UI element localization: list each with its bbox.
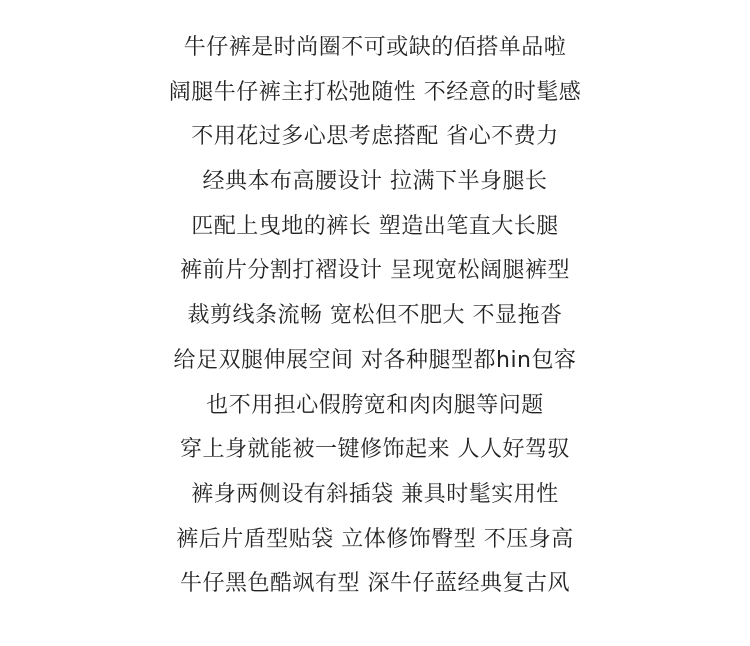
description-line: 经典本布高腰设计 拉满下半身腿长 [202,169,548,195]
description-line: 给足双腿伸展空间 对各种腿型都hin包容 [173,347,577,373]
description-line: 牛仔黑色酷飒有型 深牛仔蓝经典复古风 [180,571,570,597]
description-line: 裤后片盾型贴袋 立体修饰臀型 不压身高 [176,526,574,552]
description-line: 也不用担心假胯宽和肉肉腿等问题 [206,392,544,418]
description-line: 裤身两侧设有斜插袋 兼具时髦实用性 [191,481,559,507]
description-line: 不用花过多心思考虑搭配 省心不费力 [191,124,559,150]
description-line: 阔腿牛仔裤主打松弛随性 不经意的时髦感 [168,79,582,105]
description-line: 匹配上曳地的裤长 塑造出笔直大长腿 [191,213,559,239]
description-line: 穿上身就能被一键修饰起来 人人好驾驭 [180,437,570,463]
description-line: 牛仔裤是时尚圈不可或缺的佰搭单品啦 [183,35,567,60]
description-line: 裁剪线条流畅 宽松但不肥大 不显拖沓 [187,303,563,329]
description-line: 裤前片分割打褶设计 呈现宽松阔腿裤型 [180,258,570,284]
product-description [0,26,750,607]
